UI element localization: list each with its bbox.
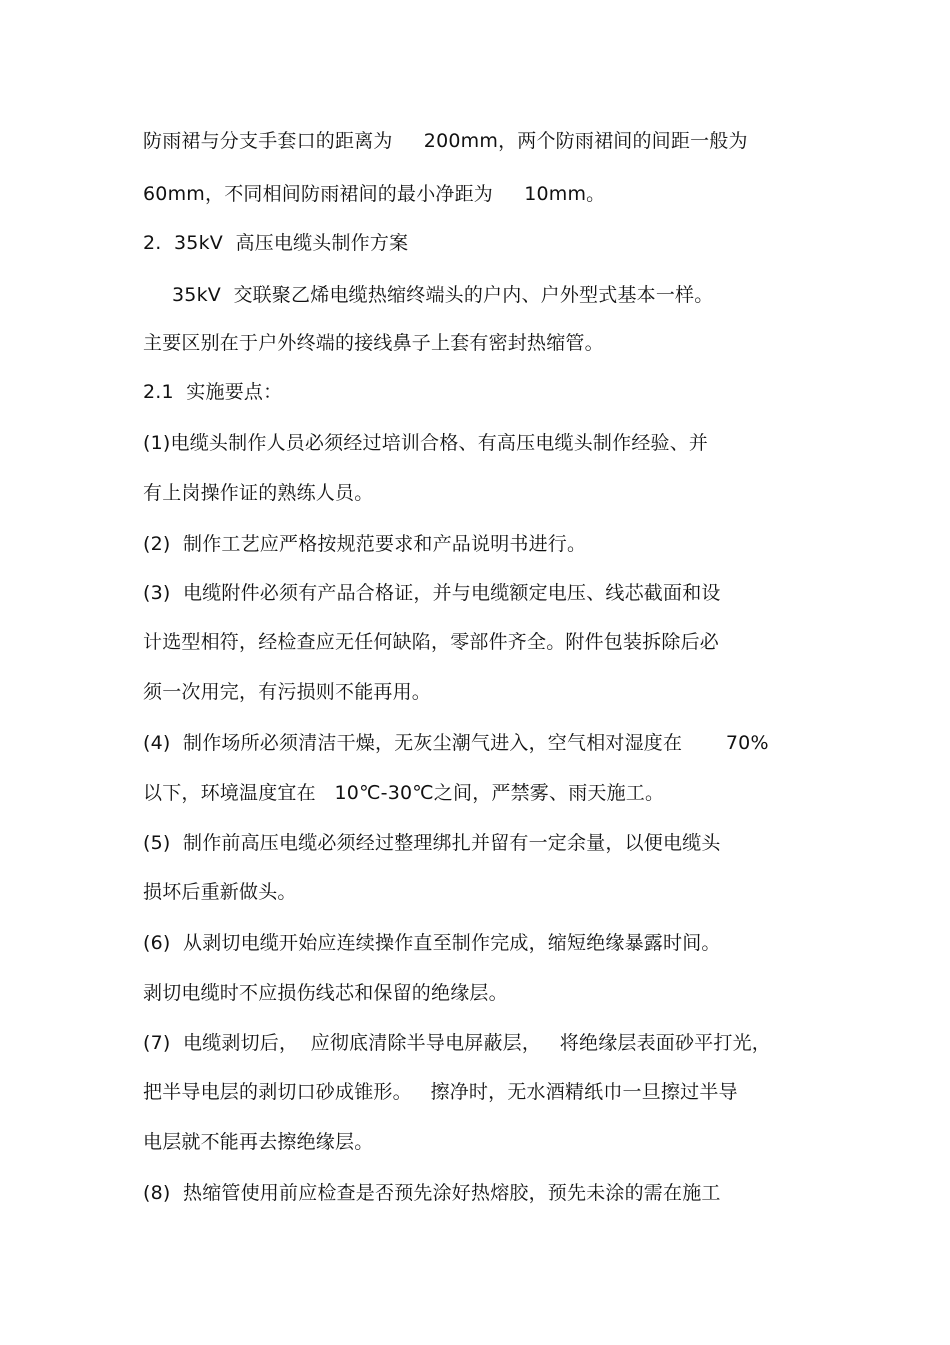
text-line-12: 须一次用完，有污损则不能再用。 <box>143 681 432 703</box>
text-line-10: (3) 电缆附件必须有产品合格证，并与电缆额定电压、线芯截面和设 <box>143 582 721 604</box>
text-line-13: (4) 制作场所必须清洁干燥，无灰尘潮气进入，空气相对湿度在 70% <box>143 732 769 754</box>
text-line-15: (5) 制作前高压电缆必须经过整理绑扎并留有一定余量，以便电缆头 <box>143 832 721 854</box>
text-line-14: 以下，环境温度宜在 10℃-30℃之间，严禁雾、雨天施工。 <box>143 782 665 804</box>
text-line-16: 损坏后重新做头。 <box>143 881 297 903</box>
text-line-4: 35kV 交联聚乙烯电缆热缩终端头的户内、户外型式基本一样。 <box>172 284 714 306</box>
text-line-7: (1)电缆头制作人员必须经过培训合格、有高压电缆头制作经验、并 <box>143 432 709 454</box>
section-heading-2: 2. 35kV 高压电缆头制作方案 <box>143 232 409 254</box>
text-line-11: 计选型相符，经检查应无任何缺陷，零部件齐全。附件包装拆除后必 <box>143 631 720 653</box>
text-line-18: 剥切电缆时不应损伤线芯和保留的绝缘层。 <box>143 982 508 1004</box>
text-line-22: (8) 热缩管使用前应检查是否预先涂好热熔胶，预先未涂的需在施工 <box>143 1182 721 1204</box>
text-line-1: 防雨裙与分支手套口的距离为 200mm，两个防雨裙间的间距一般为 <box>143 130 748 152</box>
text-line-8: 有上岗操作证的熟练人员。 <box>143 482 374 504</box>
text-line-20: 把半导电层的剥切口砂成锥形。 擦净时，无水酒精纸巾一旦擦过半导 <box>143 1081 738 1103</box>
text-line-21: 电层就不能再去擦绝缘层。 <box>143 1131 374 1153</box>
text-line-9: (2) 制作工艺应严格按规范要求和产品说明书进行。 <box>143 533 587 555</box>
text-line-2: 60mm，不同相间防雨裙间的最小净距为 10mm。 <box>143 183 606 205</box>
section-heading-2-1: 2.1 实施要点： <box>143 381 283 403</box>
text-line-19: (7) 电缆剥切后， 应彻底清除半导电屏蔽层， 将绝缘层表面砂平打光， <box>143 1032 771 1054</box>
text-line-5: 主要区别在于户外终端的接线鼻子上套有密封热缩管。 <box>143 332 604 354</box>
text-line-17: (6) 从剥切电缆开始应连续操作直至制作完成，缩短绝缘暴露时间。 <box>143 932 721 954</box>
